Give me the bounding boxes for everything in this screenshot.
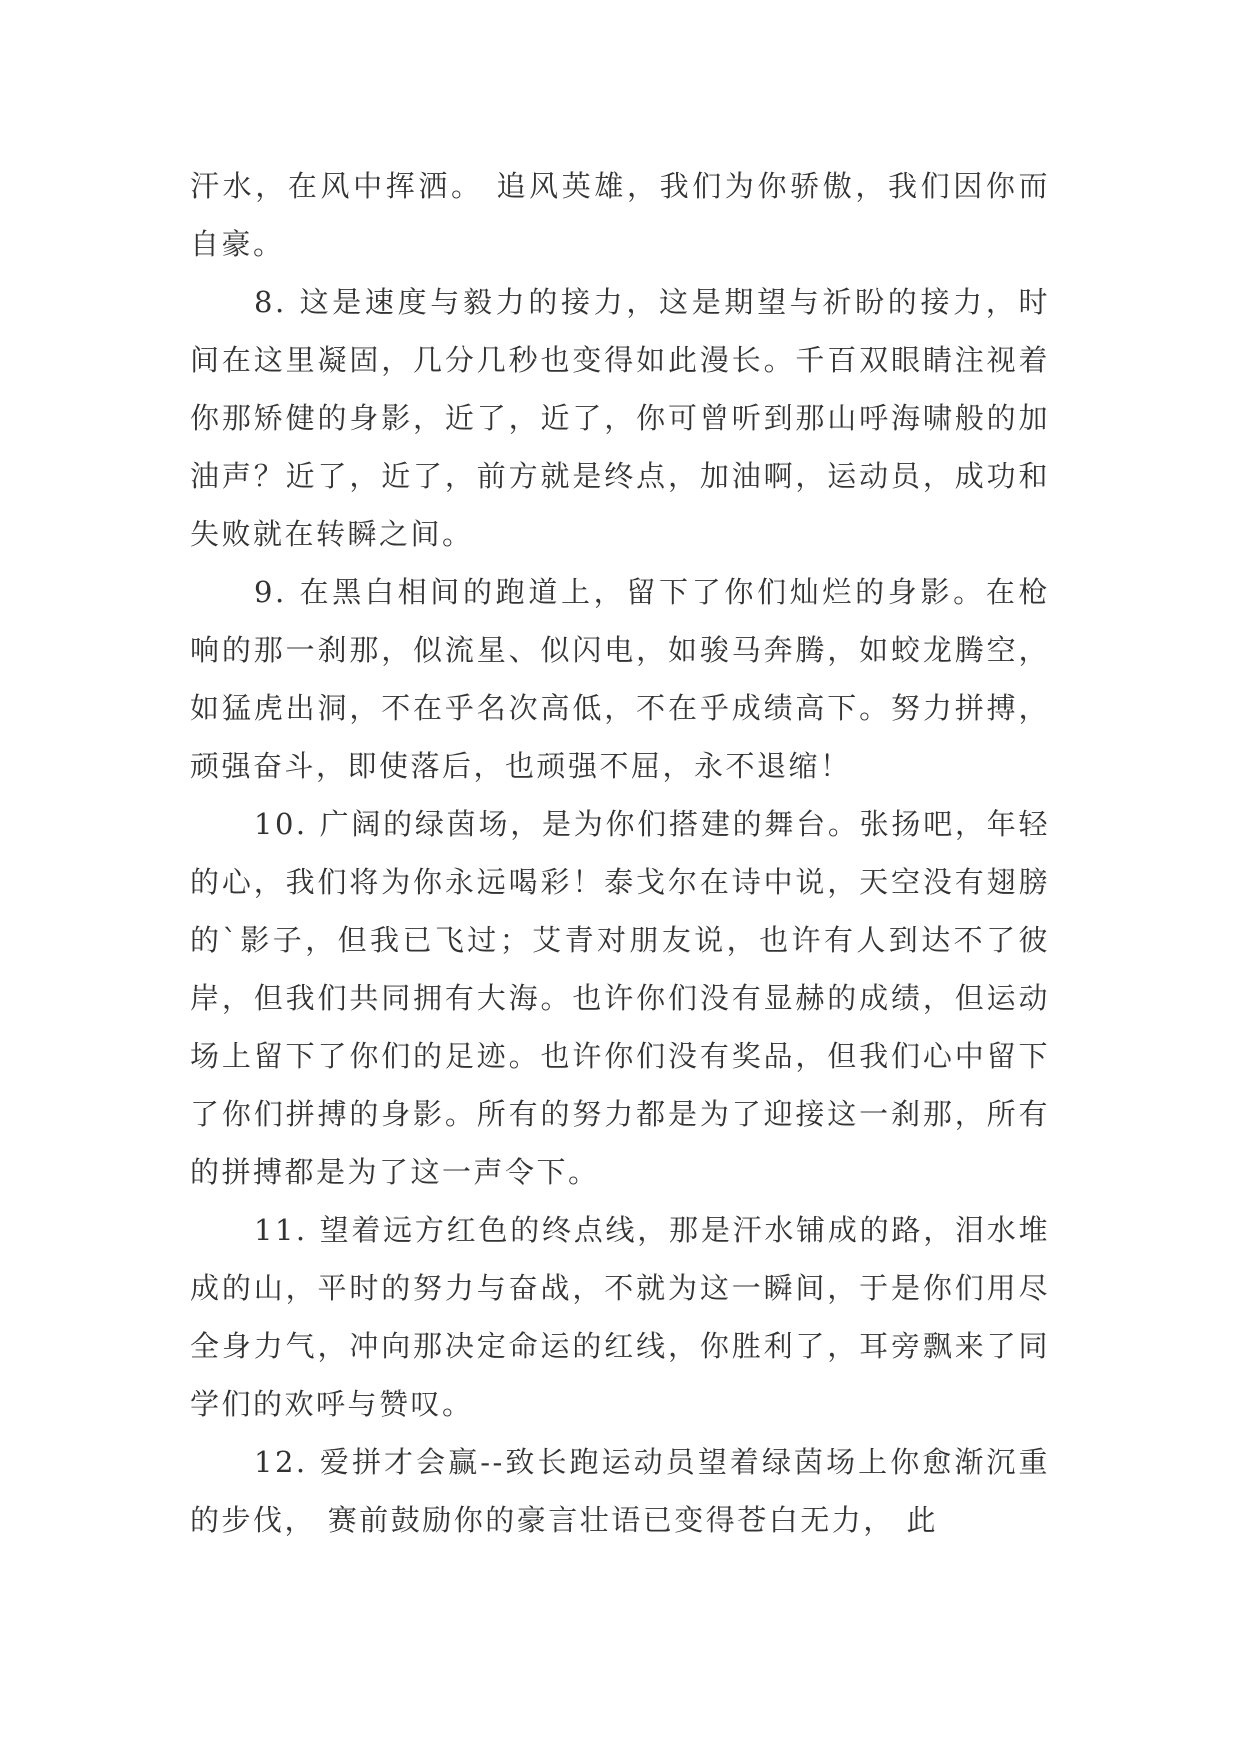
paragraph-8: 8. 这是速度与毅力的接力，这是期望与祈盼的接力，时间在这里凝固，几分几秒也变得如此漫长。千百双眼睛注视着你那矫健的身影，近了，近了，你可曾听到那山呼海啸般的加油声？近了，近了，前方就是终点，加油啊，运动员，成功和失败就在转瞬之间。 xyxy=(190,285,1050,551)
paragraph-10: 10. 广阔的绿茵场，是为你们搭建的舞台。张扬吧，年轻的心，我们将为你永远喝彩！泰戈尔在诗中说，天空没有翅膀的`影子，但我已飞过；艾青对朋友说，也许有人到达不了彼岸，但我们共同拥有大海。也许你们没有显赫的成绩，但运动场上留下了你们的足迹。也许你们没有奖品，但我们心中留下了你们拼搏的身影。所有的努力都是为了迎接这一刹那，所有的拼搏都是为了这一声令下。 xyxy=(190,807,1050,1189)
paragraph-continuation: 汗水，在风中挥洒。 追风英雄，我们为你骄傲，我们因你而自豪。 xyxy=(190,169,1050,261)
paragraph-11: 11. 望着远方红色的终点线，那是汗水铺成的路，泪水堆成的山，平时的努力与奋战，不就为这一瞬间，于是你们用尽全身力气，冲向那决定命运的红线，你胜利了，耳旁飘来了同学们的欢呼与赞叹。 xyxy=(190,1213,1050,1421)
paragraph-12: 12. 爱拼才会赢--致长跑运动员望着绿茵场上你愈渐沉重的步伐， 赛前鼓励你的豪言壮语已变得苍白无力， 此 xyxy=(190,1445,1050,1537)
document-page xyxy=(190,157,1050,1549)
paragraph-9: 9. 在黑白相间的跑道上，留下了你们灿烂的身影。在枪响的那一刹那，似流星、似闪电，如骏马奔腾，如蛟龙腾空，如猛虎出洞，不在乎名次高低，不在乎成绩高下。努力拼搏，顽强奋斗，即使落后，也顽强不屈，永不退缩！ xyxy=(190,575,1050,783)
